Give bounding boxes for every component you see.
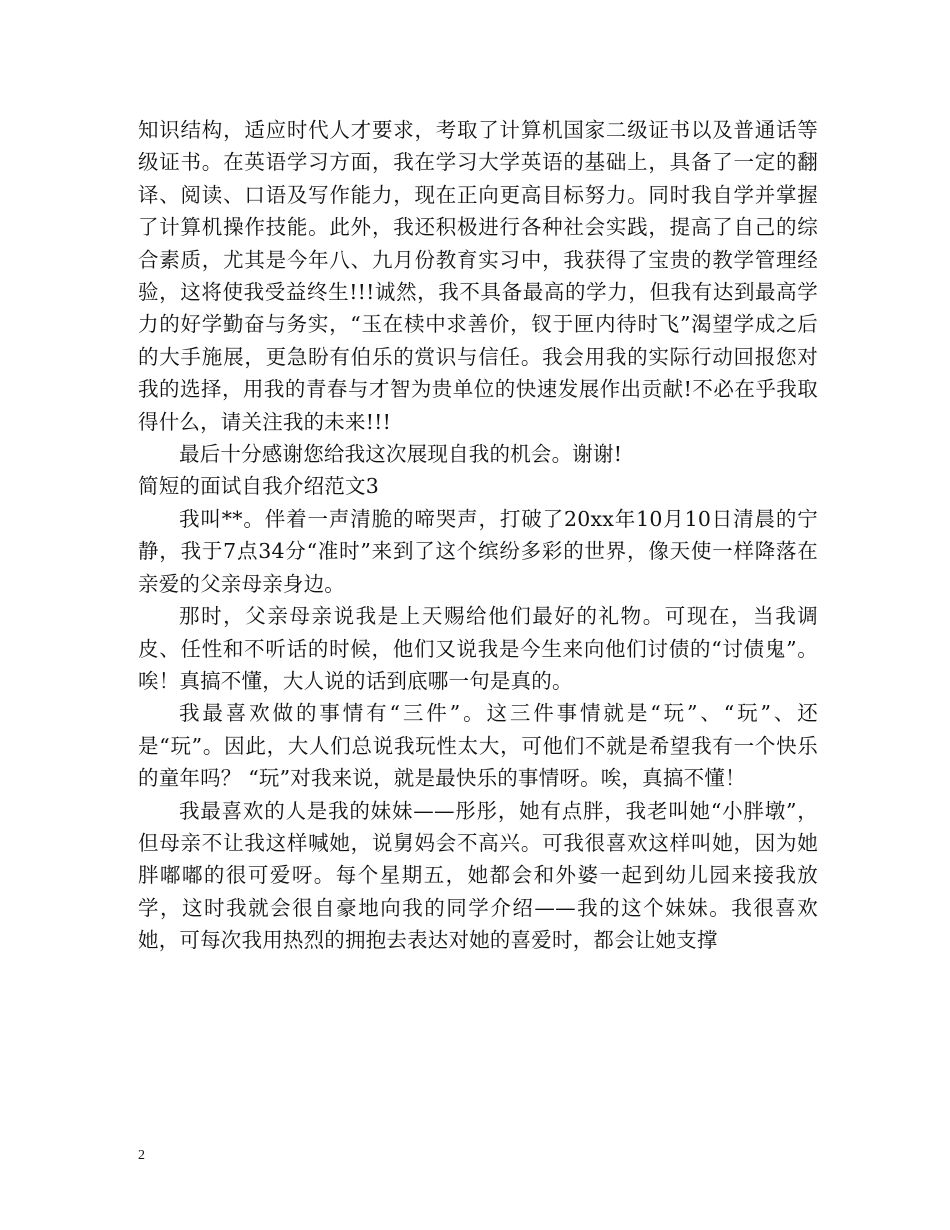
paragraph-birth: 我叫**。伴着一声清脆的啼哭声，打破了20xx年10月10日清晨的宁静，我于7点34分“准时”来到了这个缤纷多彩的世界，像天使一样降落在亲爱的父亲母亲身边。 (138, 506, 818, 596)
paragraph-play: 我最喜欢做的事情有“三件”。这三件事情就是“玩”、“玩”、还是“玩”。因此，大人们总说我玩性太大，可他们不就是希望我有一个快乐的童年吗？ “玩”对我来说，就是最快乐的事情呀。唉，真搞不懂！ (138, 701, 818, 791)
paragraph-continuation: 知识结构，适应时代人才要求，考取了计算机国家二级证书以及普通话等级证书。在英语学习方面，我在学习大学英语的基础上，具备了一定的翻译、阅读、口语及写作能力，现在正向更高目标努力。同时我自学并掌握了计算机操作技能。此外，我还积极进行各种社会实践，提高了自己的综合素质，尤其是今年八、九月份教育实习中，我获得了宝贵的教学管理经验，这将使我受益终生!!!诚然，我不具备最高的学力，但我有达到最高学力的好学勤奋与务实，“玉在椟中求善价，钗于匣内待时飞”渴望学成之后的大手施展，更急盼有伯乐的赏识与信任。我会用我的实际行动回报您对我的选择，用我的青春与才智为贵单位的快速发展作出贡献!不必在乎我取得什么，请关注我的未来!!! (138, 118, 818, 434)
paragraph-parents: 那时，父亲母亲说我是上天赐给他们最好的礼物。可现在，当我调皮、任性和不听话的时候，他们又说我是今生来向他们讨债的“讨债鬼”。唉！真搞不懂，大人说的话到底哪一句是真的。 (138, 604, 818, 693)
page-number: 2 (138, 1148, 145, 1163)
section-heading: 简短的面试自我介绍范文3 (138, 474, 379, 499)
page-body (138, 114, 818, 957)
paragraph-sister: 我最喜欢的人是我的妹妹——彤彤，她有点胖，我老叫她“小胖墩”，但母亲不让我这样喊她，说舅妈会不高兴。可我很喜欢这样叫她，因为她胖嘟嘟的很可爱呀。每个星期五，她都会和外婆一起到幼儿园来接我放学，这时我就会很自豪地向我的同学介绍——我的这个妹妹。我很喜欢她，可每次我用热烈的拥抱去表达对她的喜爱时，都会让她支撑 (138, 798, 818, 953)
paragraph-thanks: 最后十分感谢您给我这次展现自我的机会。谢谢! (179, 442, 623, 467)
